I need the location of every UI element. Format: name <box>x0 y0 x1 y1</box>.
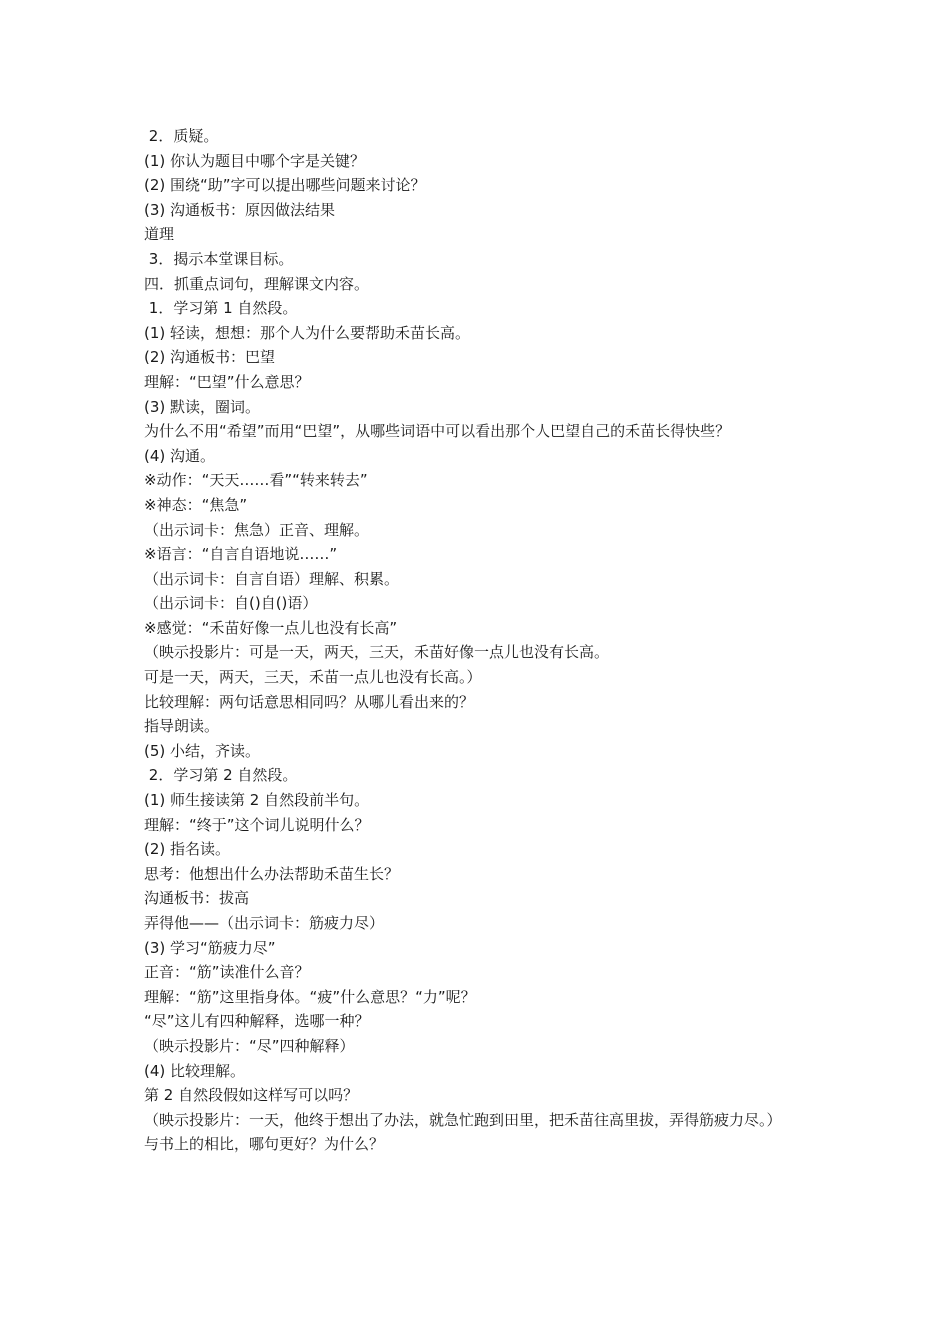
section-heading: 四．抓重点词句，理解课文内容。 <box>144 274 370 293</box>
text-line: 2．学习第 2 自然段。 <box>144 766 298 785</box>
text-line: (3) 默读，圈词。 <box>144 397 261 416</box>
text-line: （出示词卡：自言自语）理解、积累。 <box>144 569 400 588</box>
text-line: (1) 你认为题目中哪个字是关键？ <box>144 151 366 170</box>
text-line: 2．质疑。 <box>144 127 219 145</box>
text-line: （出示词卡：自()自()语） <box>144 594 318 613</box>
text-line: (1) 轻读，想想：那个人为什么要帮助禾苗长高。 <box>144 323 471 342</box>
text-paragraph: （映示投影片：一天，他终于想出了办法，就急忙跑到田里，把禾苗往高里拔，弄得筋疲力尽。） <box>144 1110 782 1129</box>
text-line: ※动作：“天天……看”“转来转去” <box>144 471 368 490</box>
text-line: 理解：“终于”这个词儿说明什么？ <box>144 815 370 834</box>
text-line: （映示投影片：“尽”四种解释） <box>144 1036 355 1055</box>
text-line: (4) 沟通。 <box>144 446 216 465</box>
text-paragraph: 为什么不用“希望”而用“巴望”，从哪些词语中可以看出那个人巴望自己的禾苗长得快些？ <box>144 422 731 441</box>
text-line: (2) 围绕“助”字可以提出哪些问题来讨论？ <box>144 176 426 195</box>
text-line: ※感觉：“禾苗好像一点儿也没有长高” <box>144 618 398 637</box>
text-line: 指导朗读。 <box>144 717 220 736</box>
text-line: 理解：“筋”这里指身体。“疲”什么意思？“力”呢？ <box>144 987 476 1006</box>
text-line: “尽”这儿有四种解释，选哪一种？ <box>144 1012 370 1031</box>
text-line: 1．学习第 1 自然段。 <box>144 299 298 318</box>
lesson-plan-text <box>144 124 814 1157</box>
text-line: (3) 学习“筋疲力尽” <box>144 938 276 957</box>
text-line: (3) 沟通板书：原因做法结果 <box>144 200 336 219</box>
text-line: (1) 师生接读第 2 自然段前半句。 <box>144 791 370 810</box>
text-line: 可是一天，两天，三天，禾苗一点儿也没有长高。） <box>144 668 482 687</box>
text-line: (5) 小结，齐读。 <box>144 741 261 760</box>
text-line: 与书上的相比，哪句更好？为什么？ <box>144 1135 385 1154</box>
text-line: 思考：他想出什么办法帮助禾苗生长？ <box>144 864 400 883</box>
text-line: 弄得他——（出示词卡：筋疲力尽） <box>144 914 385 932</box>
text-line: (2) 沟通板书：巴望 <box>144 348 276 367</box>
text-line: （出示词卡：焦急）正音、理解。 <box>144 520 370 539</box>
text-line: (4) 比较理解。 <box>144 1061 246 1080</box>
text-line: 理解：“巴望”什么意思？ <box>144 372 310 391</box>
text-line: （映示投影片：可是一天，两天，三天，禾苗好像一点儿也没有长高。 <box>144 643 610 662</box>
text-line: 道理 <box>144 225 175 244</box>
text-line: 比较理解：两句话意思相同吗？从哪儿看出来的？ <box>144 692 475 711</box>
text-line: ※神态：“焦急” <box>144 495 248 514</box>
text-line: 第 2 自然段假如这样写可以吗？ <box>144 1086 359 1105</box>
text-line: (2) 指名读。 <box>144 840 231 859</box>
text-line: 正音：“筋”读准什么音？ <box>144 963 310 982</box>
text-line: 沟通板书：拔高 <box>144 889 250 908</box>
text-line: ※语言：“自言自语地说……” <box>144 545 338 564</box>
text-line: 3．揭示本堂课目标。 <box>144 249 294 268</box>
